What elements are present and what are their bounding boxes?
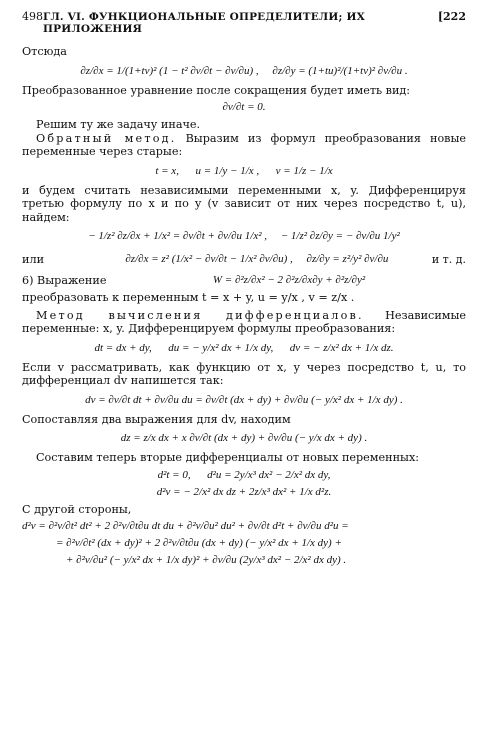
paragraph: преобразовать к переменным t = x + y, u = y/x , v = z/x .	[22, 291, 355, 304]
paragraph	[22, 132, 466, 159]
formula: ∂v/∂t = 0.	[222, 101, 266, 113]
paragraph: Преобразованное уравнение после сокращения будет иметь вид:	[22, 83, 411, 97]
paragraph: С другой стороны,	[22, 502, 132, 516]
formula-tail: и т. д.	[431, 253, 466, 266]
paragraph: Отсюда	[22, 45, 67, 58]
formula-row	[22, 249, 466, 270]
formula: + ∂²v/∂u² (− y/x² dx + 1/x dy)² + ∂v/∂u (2y/x³ dx² − 2/x² dx dy) .	[66, 554, 347, 566]
formula: dt = dx + dy, du = − y/x² dx + 1/x dy, dv = − z/x² dx + 1/x dz.	[94, 341, 394, 354]
formula: = ∂²v/∂t² (dx + dy)² + 2 ∂²v/∂t∂u (dx + dy) (− y/x² dx + 1/x dy) +	[56, 537, 342, 549]
page-header	[22, 10, 466, 35]
paragraph: и будем считать независимыми переменными x, y. Дифференцируя третью формулу по x и по y (v зависит от них через посредство t, u), найдем:	[22, 183, 466, 224]
formula-row	[22, 270, 466, 291]
method-heading: Обратный метод.	[36, 131, 177, 145]
section-number: [222	[437, 10, 466, 23]
chapter-title: ГЛ. VI. ФУНКЦИОНАЛЬНЫЕ ОПРЕДЕЛИТЕЛИ; ИХ ПРИЛОЖЕНИЯ	[43, 11, 365, 35]
paragraph: или	[22, 253, 45, 266]
paragraph: 6) Выражение	[22, 274, 107, 287]
formula: t = x, u = 1/y − 1/x , v = 1/z − 1/x	[155, 164, 333, 177]
formula: ∂z/∂x = 1/(1+tv)² (1 − t² ∂v/∂t − ∂v/∂u) , ∂z/∂y = (1+tu)²/(1+tv)² ∂v/∂u .	[80, 64, 408, 77]
formula: dv = ∂v/∂t dt + ∂v/∂u du = ∂v/∂t (dx + dy) + ∂v/∂u (− y/x² dx + 1/x dy) .	[85, 393, 403, 406]
page-number: 498	[22, 10, 43, 23]
method-heading: Метод вычисления дифференциалов.	[36, 308, 364, 322]
paragraph-text: Выразим из формул преобразования новые переменные через старые:	[22, 131, 467, 158]
formula: W = ∂²z/∂x² − 2 ∂²z/∂x∂y + ∂²z/∂y²	[212, 274, 366, 286]
formula: d²t = 0, d²u = 2y/x³ dx² − 2/x² dx dy,	[157, 468, 331, 481]
formula: dz = z/x dx + x ∂v/∂t (dx + dy) + ∂v/∂u (− y/x dx + dy) .	[120, 432, 368, 444]
paragraph: Сопоставляя два выражения для dv, находим	[22, 412, 291, 426]
formula: d²v = ∂²v/∂t² dt² + 2 ∂²v/∂t∂u dt du + ∂²v/∂u² du² + ∂v/∂t d²t + ∂v/∂u d²u =	[22, 520, 349, 532]
paragraph: Составим теперь вторые дифференциалы от новых переменных:	[36, 451, 420, 464]
formula: ∂z/∂x = z² (1/x² − ∂v/∂t − 1/x² ∂v/∂u) , ∂z/∂y = z²/y² ∂v/∂u	[125, 253, 389, 265]
formula: − 1/z² ∂z/∂x + 1/x² = ∂v/∂t + ∂v/∂u 1/x² , − 1/z² ∂z/∂y = − ∂v/∂u 1/y²	[88, 230, 400, 242]
paragraph: Решим ту же задачу иначе.	[36, 118, 201, 131]
paragraph: Если v рассматривать, как функцию от x, y через посредство t, u, то дифференциал dv напишется так:	[22, 360, 466, 387]
paragraph	[22, 309, 466, 336]
formula: d²v = − 2/x² dx dz + 2z/x³ dx² + 1/x d²z.	[156, 485, 332, 498]
paragraph-text: Независимые переменные: x, y. Дифференцируем формулы преобразования:	[22, 308, 466, 335]
